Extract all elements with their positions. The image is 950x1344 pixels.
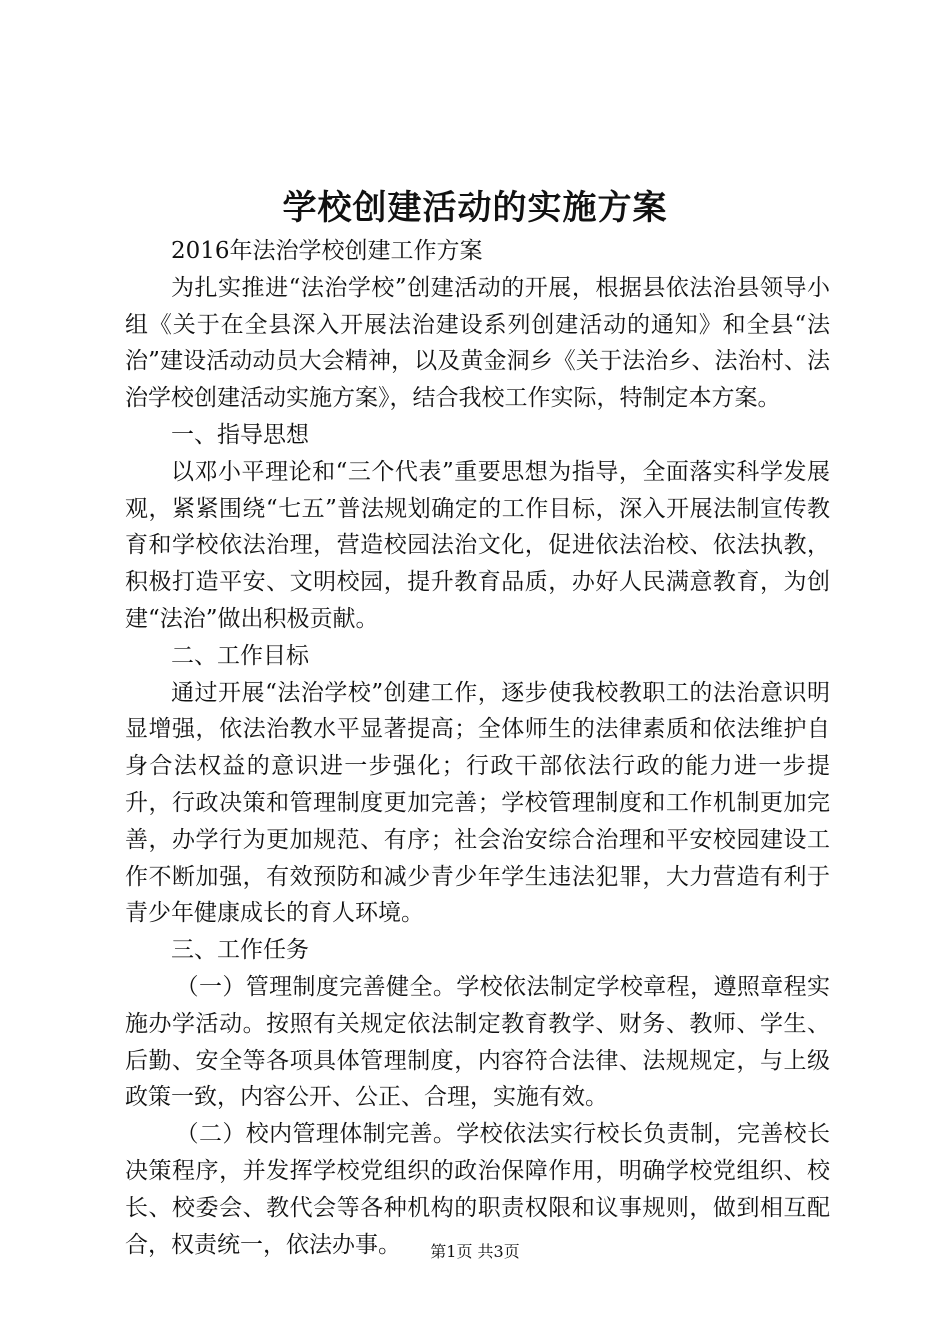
section-heading-guiding-ideology: 一、指导思想	[171, 421, 309, 448]
guiding-ideology-paragraph: 以邓小平理论和“三个代表”重要思想为指导，全面落实科学发展观，紧紧围绕“七五”普法规划确定的工作目标，深入开展法制宣传教育和学校依法治理，营造校园法治文化，促进依法治校、依法执教，积极打造平安、文明校园，提升教育品质，办好人民满意教育，为创建“法治”做出积极贡献。	[125, 458, 830, 632]
document-body	[125, 233, 830, 1263]
intro-paragraph: 为扎实推进“法治学校”创建活动的开展，根据县依法治县领导小组《关于在全县深入开展法治建设系列创建活动的通知》和全县“法治”建设活动动员大会精神，以及黄金洞乡《关于法治乡、法治村、法治学校创建活动实施方案》，结合我校工作实际，特制定本方案。	[125, 274, 830, 412]
subtitle-paragraph: 2016年法治学校创建工作方案	[171, 238, 483, 264]
section-heading-work-tasks: 三、工作任务	[171, 937, 309, 964]
work-goals-paragraph: 通过开展“法治学校”创建工作，逐步使我校教职工的法治意识明显增强，依法治教水平显著提高；全体师生的法律素质和依法维护自身合法权益的意识进一步强化；行政干部依法行政的能力进一步提升，行政决策和管理制度更加完善；学校管理制度和工作机制更加完善，办学行为更加规范、有序；社会治安综合治理和平安校园建设工作不断加强，有效预防和减少青少年学生违法犯罪，大力营造有利于青少年健康成长的育人环境。	[125, 679, 830, 927]
document-title: 学校创建活动的实施方案	[282, 188, 668, 228]
section-heading-work-goals: 二、工作目标	[171, 642, 309, 669]
page-footer: 第1页 共3页	[430, 1242, 520, 1261]
task-two-paragraph: （二）校内管理体制完善。学校依法实行校长负责制，完善校长决策程序，并发挥学校党组织的政治保障作用，明确学校党组织、校长、校委会、教代会等各种机构的职责权限和议事规则，做到相互配合，权责统一，依法办事。	[125, 1121, 830, 1258]
task-one-paragraph: （一）管理制度完善健全。学校依法制定学校章程，遵照章程实施办学活动。按照有关规定依法制定教育教学、财务、教师、学生、后勤、安全等各项具体管理制度，内容符合法律、法规规定，与上级政策一致，内容公开、公正、合理，实施有效。	[125, 973, 830, 1111]
